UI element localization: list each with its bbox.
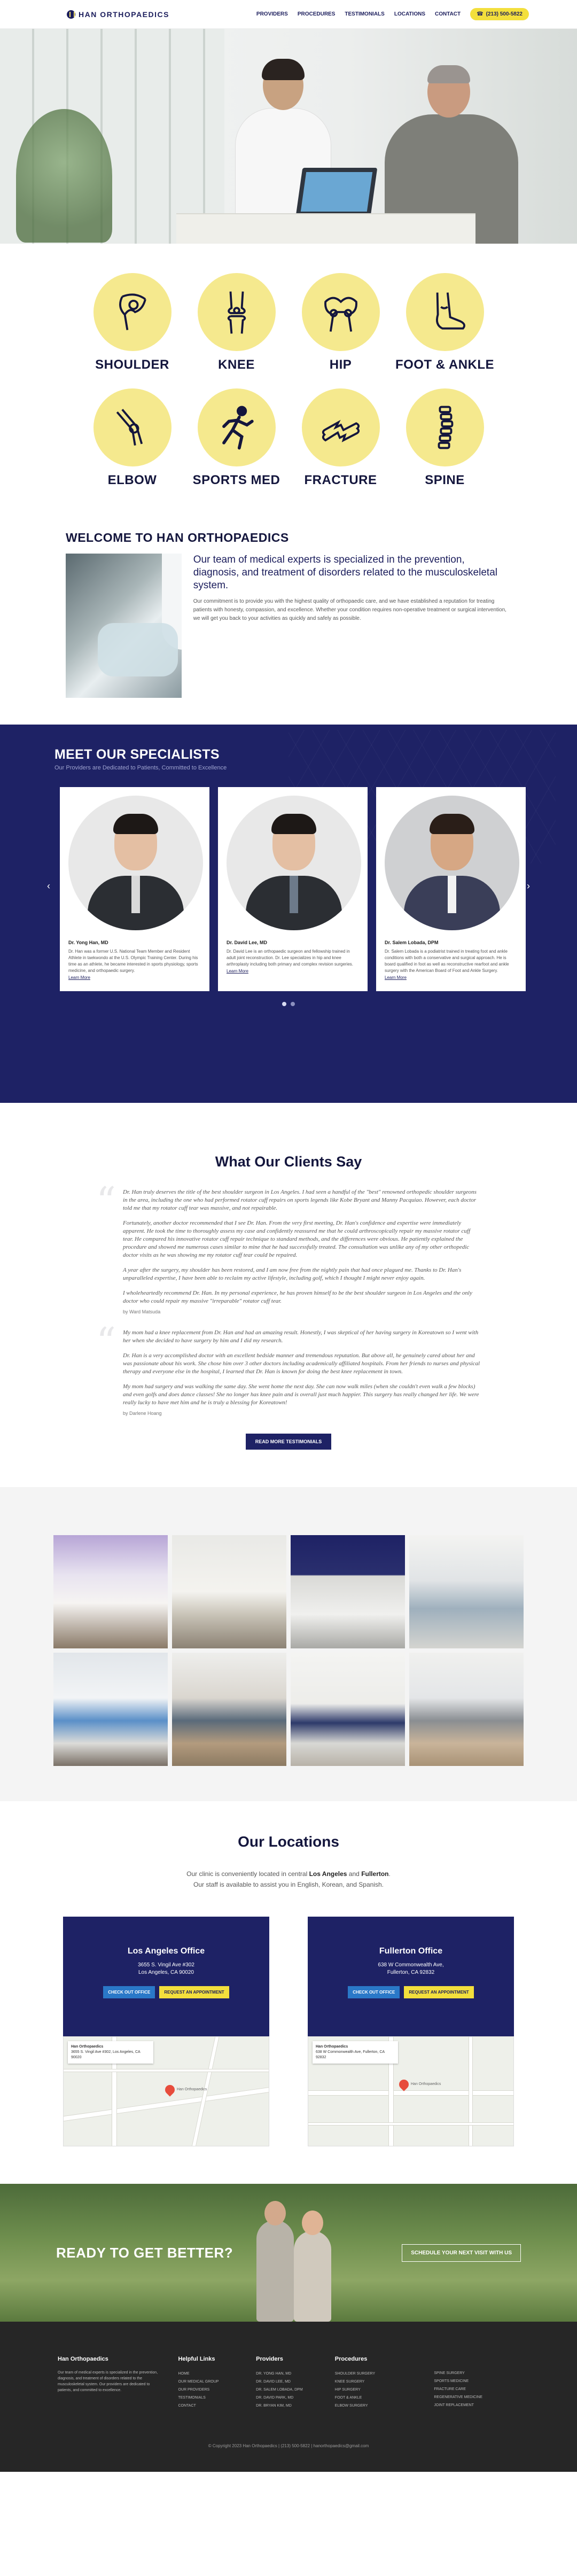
nav-testimonials[interactable]: TESTIMONIALS <box>345 11 385 17</box>
map-info-title: Han Orthopaedics <box>71 2045 104 2049</box>
footer-link[interactable]: HOME <box>178 2372 190 2376</box>
doctor-name: Dr. Yong Han, MD <box>68 940 108 945</box>
locations-intro: Our clinic is conveniently located in central Los Angeles and Fullerton. Our staff is available to assist you in English, Korean, and Spanish. <box>186 1870 391 1888</box>
phone-number: (213) 500-5822 <box>486 11 523 17</box>
logo-text: HAN ORTHOPAEDICS <box>79 10 169 19</box>
footer-about-title: Han Orthopaedics <box>58 2356 108 2362</box>
doctor-name: Dr. David Lee, MD <box>227 940 268 945</box>
spine-icon <box>419 402 471 453</box>
schedule-visit-button[interactable]: SCHEDULE YOUR NEXT VISIT WITH US <box>402 2244 521 2262</box>
testimonials-section <box>0 1103 577 1487</box>
read-more-testimonials-button[interactable]: READ MORE TESTIMONIALS <box>246 1434 332 1450</box>
testimonial-text: Dr. Han truly deserves the title of the best shoulder surgeon in Los Angeles. I had seen a handful of the "best" renowned orthopedic shoulder surgeons in the area, including the one who had performed rotator cuff repairs on sports legends like Kobe Bryant and Manny Pacquiao. However, each doctor told me that my rotator cuff tear was massive, and not repairable. <box>123 1189 477 1211</box>
locations-section <box>0 1801 577 2168</box>
footer-link[interactable]: DR. DAVID PARK, MD <box>256 2396 294 2400</box>
map-info-card <box>313 2041 398 2064</box>
hip-icon <box>315 286 367 338</box>
carousel-dot[interactable] <box>291 1002 295 1006</box>
testimonial-text: My mom had surgery and was walking the same day. She went home the next day. She can now walk miles (when she couldn't even walk a few blocks) and even golfs and does dance classes! She no longer has knee pain and is overall just much happier. This surgery has really changed her life. We were really lucky to have met him and he is truly a blessing for Koreatown! <box>123 1383 479 1406</box>
intro-la: Los Angeles <box>309 1870 347 1878</box>
specialists-section <box>0 725 577 1103</box>
map-pin-label: Han Orthopaedics <box>177 2088 207 2091</box>
gallery-photo[interactable] <box>172 1535 286 1648</box>
nav-contact[interactable]: CONTACT <box>435 11 461 17</box>
map-pin-icon[interactable] <box>163 2083 176 2096</box>
doctor-card <box>376 787 526 991</box>
footer-link[interactable]: OUR PROVIDERS <box>178 2388 210 2392</box>
footer-link[interactable]: REGENERATIVE MEDICINE <box>434 2395 482 2399</box>
welcome-body: Our commitment is to provide you with the highest quality of orthopaedic care, and we have established a reputation for treating patients with honesty, compassion, and excellence. Whether your condition requires non-operative treatment or surgical intervention, we will get you back to your activities as quickly and safely as possible. <box>193 598 506 621</box>
map-info-card <box>68 2041 153 2064</box>
nav-providers[interactable]: PROVIDERS <box>256 11 288 17</box>
office-map[interactable] <box>308 2036 514 2146</box>
request-appointment-button[interactable]: REQUEST AN APPOINTMENT <box>404 1986 473 1998</box>
cta-banner <box>0 2184 577 2322</box>
office-address-line1: 638 W Commonwealth Ave, <box>378 1962 444 1968</box>
elbow-icon <box>107 402 158 453</box>
footer-help-title: Helpful Links <box>178 2356 215 2362</box>
foot-icon <box>419 286 471 338</box>
testimonial <box>96 1179 481 1316</box>
specialty-foot-ankle[interactable]: FOOT & ANKLE <box>393 273 497 372</box>
hero-image <box>0 29 577 244</box>
runner-icon <box>211 402 262 453</box>
gallery-photo[interactable] <box>409 1653 524 1766</box>
testimonial-text: I wholeheartedly recommend Dr. Han. In my personal experience, he has proven himself to be the best shoulder surgeon in Los Angeles and the only doctor who could repair my massive "irreparable" rotator cuff tear. <box>123 1290 472 1304</box>
specialists-title: MEET OUR SPECIALISTS <box>54 747 220 762</box>
footer-link[interactable]: DR. SALEM LOBADA, DPM <box>256 2388 303 2392</box>
map-pin-icon[interactable] <box>397 2077 410 2091</box>
site-header <box>0 0 577 29</box>
footer-link[interactable]: SPORTS MEDICINE <box>434 2379 469 2383</box>
quote-icon: “ <box>96 1179 116 1224</box>
check-out-office-button[interactable]: CHECK OUT OFFICE <box>103 1986 155 1998</box>
site-footer <box>0 2322 577 2472</box>
footer-link[interactable]: DR. YONG HAN, MD <box>256 2372 292 2376</box>
learn-more-link[interactable]: Learn More <box>227 969 248 974</box>
carousel-next-icon[interactable]: › <box>527 881 530 891</box>
footer-link[interactable]: ELBOW SURGERY <box>334 2404 368 2408</box>
phone-icon: ☎ <box>477 11 484 17</box>
specialty-shoulder[interactable]: SHOULDER <box>80 273 184 372</box>
office-la <box>63 1917 269 2146</box>
map-info-title: Han Orthopaedics <box>316 2045 348 2049</box>
hero-plant <box>16 109 112 243</box>
intro-text: Our clinic is conveniently located in central <box>186 1870 309 1878</box>
gallery-photo[interactable] <box>291 1535 405 1648</box>
locations-title: Our Locations <box>238 1833 339 1850</box>
office-address-line2: Fullerton, CA 92832 <box>387 1970 435 1975</box>
doctor-photo <box>385 796 519 930</box>
doctor-card <box>60 787 209 991</box>
testimonial-author: by Ward Matsuda <box>123 1309 161 1314</box>
cta-title: READY TO GET BETTER? <box>56 2244 233 2261</box>
logo-icon <box>67 10 75 19</box>
testimonial <box>96 1319 481 1418</box>
gallery-photo[interactable] <box>291 1653 405 1766</box>
footer-link[interactable]: SHOULDER SURGERY <box>334 2372 376 2376</box>
welcome-title: WELCOME TO HAN ORTHOPAEDICS <box>66 531 289 544</box>
map-info-address: 638 W Commonwealth Ave, Fullerton, CA 92832 <box>316 2050 385 2059</box>
gallery-photo[interactable] <box>172 1653 286 1766</box>
welcome-headline: Our team of medical experts is specialized in the prevention, diagnosis, and treatment of disorders related to the musculoskeletal system. <box>193 554 497 591</box>
specialty-knee[interactable]: KNEE <box>184 273 288 372</box>
bone-fracture-icon <box>315 402 367 453</box>
carousel-dot[interactable] <box>282 1002 286 1006</box>
testimonial-text: Fortunately, another doctor recommended that I see Dr. Han. From the very first meeting, Dr. Han's confidence and expertise were immediately apparent. He took the time to thoroughly assess my case and confidently reassured me that he could arthroscopically repair my massive rotator cuff tear. He compared his innovative rotator cuff repair technique to standard methods, and the differences were obvious. He patiently explained the procedure and showed me numerous cases similar to mine that he had successfully treated. The consultation was unlike any of my other orthopedic doctor visits as he was showing me my rotator cuff tear could be repaired. <box>123 1220 471 1258</box>
gallery-photo[interactable] <box>409 1535 524 1648</box>
knee-icon <box>211 286 262 338</box>
footer-link[interactable]: HIP SURGERY <box>334 2388 361 2392</box>
map-info-address: 3655 S. Vingil Ave #302, Los Angeles, CA 90020 <box>71 2050 141 2059</box>
learn-more-link[interactable]: Learn More <box>385 975 407 980</box>
doctor-photo <box>68 796 203 930</box>
specialty-spine[interactable]: SPINE <box>393 388 497 488</box>
office-gallery <box>0 1487 577 1801</box>
footer-providers-title: Providers <box>256 2356 283 2362</box>
office-address-line1: 3655 S. Vingil Ave #302 <box>138 1962 194 1968</box>
intro-and: and <box>347 1870 362 1878</box>
hero-desk <box>176 213 475 244</box>
specialty-elbow[interactable]: ELBOW <box>80 388 184 488</box>
cta-photo <box>246 2199 353 2322</box>
office-name: Fullerton Office <box>379 1947 443 1956</box>
check-out-office-button[interactable]: CHECK OUT OFFICE <box>348 1986 400 1998</box>
testimonial-text: A year after the surgery, my shoulder has been restored, and I am now free from the nightly pain that had once plagued me. Thanks to Dr. Han's unparalleled expertise, I have been able to reclaim my active lifestyle, including golf, which I thought I might never enjoy again. <box>123 1267 462 1281</box>
quote-icon: “ <box>96 1319 116 1364</box>
phone-button[interactable] <box>470 8 529 20</box>
footer-link[interactable]: DR. DAVID LEE, MD <box>256 2380 291 2384</box>
office-name: Los Angeles Office <box>127 1947 205 1956</box>
footer-link[interactable]: CONTACT <box>178 2404 196 2408</box>
doctor-name: Dr. Salem Lobada, DPM <box>385 940 439 945</box>
specialty-fracture[interactable]: FRACTURE <box>288 388 393 488</box>
office-map[interactable] <box>63 2036 269 2146</box>
testimonial-text: Dr. Han is a very accomplished doctor with an excellent bedside manner and tremendous reputation. But above all, he genuinely cared about her and was passionate about his work. She chose him over 3 other doctors including academically affiliated hospitals. From her friends to nurses and physical therapy and everyone else in the hospital, I learned that Dr. Han is known for doing the best knee replacement in town. <box>123 1352 480 1375</box>
gallery-photo[interactable] <box>53 1535 168 1648</box>
learn-more-link[interactable]: Learn More <box>68 975 90 980</box>
footer-link[interactable]: SPINE SURGERY <box>434 2371 465 2375</box>
doctor-bio: Dr. David Lee is an orthopaedic surgeon and fellowship trained in adult joint reconstruction. Dr. Lee specializes in hip and knee arthroplasty including both primary and complex revision surgeries. <box>227 949 353 967</box>
footer-link[interactable]: FRACTURE CARE <box>434 2387 466 2391</box>
testimonial-author: by Darlene Hoang <box>123 1411 162 1416</box>
doctor-bio: Dr. Salem Lobada is a podiatrist trained in treating foot and ankle conditions with both a conservative and surgical approach. He is board qualified in foot as well as reconstructive rearfoot and ankle surgery with the American Board of Foot and Ankle Surgery. <box>385 949 509 973</box>
specialty-hip[interactable]: HIP <box>288 273 393 372</box>
footer-link[interactable]: OUR MEDICAL GROUP <box>178 2380 219 2384</box>
nav-locations[interactable]: LOCATIONS <box>394 11 425 17</box>
welcome-section <box>0 509 577 725</box>
carousel-prev-icon[interactable]: ‹ <box>47 881 50 891</box>
footer-procedures-title: Procedures <box>334 2356 368 2362</box>
footer-link[interactable]: JOINT REPLACEMENT <box>434 2403 474 2407</box>
copyright: © Copyright 2023 Han Orthopaedics | (213) 500-5822 | hanorthopaedics@gmail.com <box>208 2443 369 2448</box>
testimonials-title: What Our Clients Say <box>215 1154 362 1170</box>
welcome-image <box>66 554 182 698</box>
gallery-photo[interactable] <box>53 1653 168 1766</box>
doctor-card <box>218 787 368 991</box>
specialists-subtitle: Our Providers are Dedicated to Patients, Committed to Excellence <box>54 765 227 771</box>
carousel-dots <box>54 1002 523 1006</box>
nav-procedures[interactable]: PROCEDURES <box>297 11 336 17</box>
testimonial-text: My mom had a knee replacement from Dr. Han and had an amazing result. Honestly, I was skeptical of her having surgery in Koreatown so I went with her when she decided to have surgery by him and I did my research. <box>123 1329 479 1344</box>
map-pin-label: Han Orthopaedics <box>411 2082 441 2086</box>
intro-fullerton: Fullerton <box>361 1870 389 1878</box>
specialty-sports-med[interactable]: SPORTS MED <box>184 388 288 488</box>
logo[interactable] <box>67 10 169 19</box>
hero-laptop <box>296 168 378 216</box>
shoulder-icon <box>107 286 158 338</box>
footer-link[interactable]: FOOT & ANKLE <box>334 2396 362 2400</box>
request-appointment-button[interactable]: REQUEST AN APPOINTMENT <box>159 1986 229 1998</box>
office-fullerton <box>308 1917 514 2146</box>
doctor-photo <box>227 796 361 930</box>
main-nav <box>256 8 529 20</box>
footer-about-text: Our team of medical experts is specialized in the prevention, diagnosis, and treatment of disorders related to the musculoskeletal system. Our providers are dedicated to patients, and committed to excellence. <box>58 2371 158 2392</box>
specialties-section <box>0 244 577 509</box>
footer-link[interactable]: TESTIMONIALS <box>178 2396 206 2400</box>
footer-link[interactable]: KNEE SURGERY <box>334 2380 365 2384</box>
footer-link[interactable]: DR. BRYAN KIM, MD <box>256 2404 292 2408</box>
doctor-bio: Dr. Han was a former U.S. National Team Member and Resident Athlete in taekwondo at the U.S. Olympic Training Center. During his time as an athlete, he became interested in sports physiology, sports medicine, and orthopaedic surgery. <box>68 949 198 973</box>
office-address-line2: Los Angeles, CA 90020 <box>138 1970 194 1975</box>
intro-languages: Our staff is available to assist you in English, Korean, and Spanish. <box>193 1881 384 1888</box>
